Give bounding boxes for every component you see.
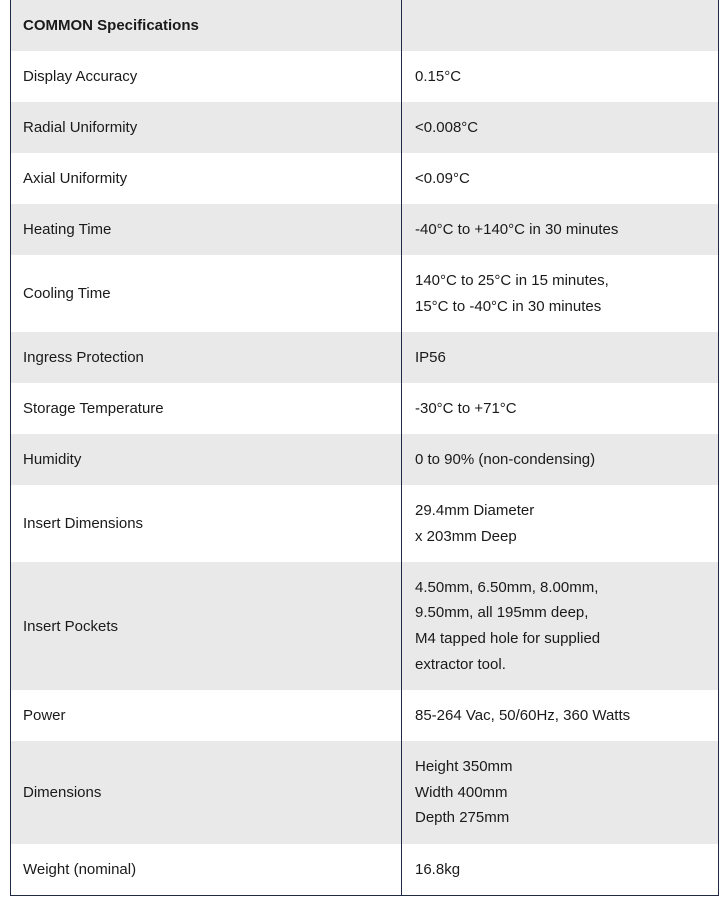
spec-value — [402, 255, 718, 332]
spec-label: Radial Uniformity — [11, 102, 402, 153]
spec-value-line: Width 400mm — [415, 783, 508, 801]
spec-value-line: 0.15°C — [415, 67, 462, 85]
spec-value-line: M4 tapped hole for supplied — [415, 630, 601, 647]
spec-label: Storage Temperature — [11, 383, 402, 434]
spec-rows — [11, 51, 718, 895]
spec-value — [402, 51, 718, 102]
spec-label: Ingress Protection — [11, 332, 402, 383]
table-row — [11, 332, 718, 383]
spec-label: Humidity — [11, 434, 402, 485]
spec-value-line: 16.8kg — [415, 860, 461, 878]
spec-header-empty-cell — [402, 0, 718, 51]
table-row — [11, 690, 718, 741]
table-row — [11, 562, 718, 690]
spec-value — [402, 102, 718, 153]
spec-label: Power — [11, 690, 402, 741]
spec-value — [402, 204, 718, 255]
table-row — [11, 102, 718, 153]
spec-value-line: 0 to 90% (non-condensing) — [415, 450, 596, 468]
spec-value — [402, 383, 718, 434]
spec-value-line: -40°C to +140°C in 30 minutes — [415, 220, 619, 238]
spec-table — [10, 0, 719, 896]
spec-value-line: Height 350mm — [415, 758, 513, 776]
table-row — [11, 844, 718, 895]
spec-value-line: 85-264 Vac, 50/60Hz, 360 Watts — [415, 706, 631, 724]
spec-label: Display Accuracy — [11, 51, 402, 102]
spec-value-line: -30°C to +71°C — [415, 399, 517, 417]
spec-value-line: IP56 — [415, 348, 446, 366]
spec-value-line: 140°C to 25°C in 15 minutes, — [415, 271, 609, 289]
table-row — [11, 153, 718, 204]
spec-value — [402, 434, 718, 485]
spec-header-title: COMMON Specifications — [11, 0, 402, 51]
table-row — [11, 383, 718, 434]
spec-value-line: 9.50mm, all 195mm deep, — [415, 604, 589, 622]
spec-label: Weight (nominal) — [11, 844, 402, 895]
spec-label: Heating Time — [11, 204, 402, 255]
spec-header-row — [11, 0, 718, 51]
spec-label: Cooling Time — [11, 255, 402, 332]
spec-value — [402, 741, 718, 844]
spec-value — [402, 562, 718, 690]
spec-value — [402, 332, 718, 383]
spec-value-line: <0.09°C — [415, 169, 470, 187]
table-row — [11, 485, 718, 562]
spec-value-line: 29.4mm Diameter — [415, 501, 535, 519]
spec-label: Insert Pockets — [11, 562, 402, 690]
spec-value — [402, 690, 718, 741]
spec-value-line: x 203mm Deep — [415, 527, 517, 545]
spec-value-line: 15°C to -40°C in 30 minutes — [415, 297, 602, 315]
table-row — [11, 434, 718, 485]
spec-value-line: 4.50mm, 6.50mm, 8.00mm, — [415, 578, 599, 596]
spec-value — [402, 844, 718, 895]
table-row — [11, 255, 718, 332]
spec-value — [402, 485, 718, 562]
spec-value-line: extractor tool. — [415, 655, 506, 673]
table-row — [11, 741, 718, 844]
spec-value — [402, 153, 718, 204]
spec-label: Insert Dimensions — [11, 485, 402, 562]
table-row — [11, 204, 718, 255]
spec-value-line: <0.008°C — [415, 118, 479, 136]
spec-value-line: Depth 275mm — [415, 809, 510, 827]
table-row — [11, 51, 718, 102]
spec-label: Dimensions — [11, 741, 402, 844]
spec-label: Axial Uniformity — [11, 153, 402, 204]
